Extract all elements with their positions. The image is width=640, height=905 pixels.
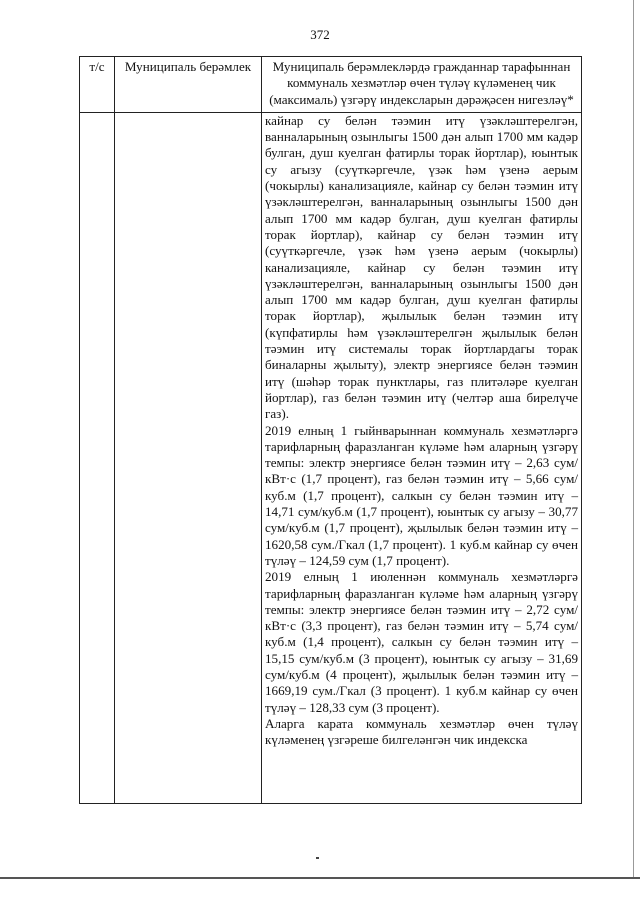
paragraph-tariffs-january: 2019 елның 1 гыйнварыннан коммуналь хезмәтләргә тарифларның фаразланган күләме һәм аларның үзгәрү темпы: электр энергиясе белән тәэмин итү – 2,63 сум/кВт·с (1,7 процент), газ белән тәэмин итү – 5,66 сум/куб.м (1,7 процент), салкын су белән тәэмин итү – 14,71 сум/куб.м (1,7 процент), юынтык су агызу – 30,77 сум/куб.м (1,7 процент), җылылык белән тәэмин итү – 1620,58 сум./Гкал (1,7 процент). 1 куб.м кайнар су өчен түләү – 124,59 сум (1,7 процент). <box>265 422 578 568</box>
municipal-index-table <box>79 56 582 804</box>
scan-speck <box>316 857 319 859</box>
cell-number <box>80 112 115 803</box>
paragraph-tariffs-july: 2019 елның 1 июленнән коммуналь хезмәтләргә тарифларның фаразланган күләме һәм аларның үзгәрү темпы: электр энергиясе белән тәэмин итү – 2,72 сум/кВт·с (3,3 процент), газ белән тәэмин итү – 5,74 сум/куб.м (1,4 процент), салкын су белән тәэмин итү – 15,15 сум/куб.м (3 процент), юынтык су агызу – 31,69 сум/куб.м (4 процент), җылылык белән тәэмин итү – 1669,19 сум./Гкал (3 процент). 1 куб.м кайнар су өчен түләү – 128,33 сум (3 процент). <box>265 569 578 715</box>
paragraph-index-continued: Аларга карата коммуналь хезмәтләр өчен түләү күләменең үзгәреше билгеләнгән чик индекска <box>265 715 578 748</box>
table-row <box>80 112 582 803</box>
cell-justification <box>262 112 582 803</box>
scan-bottom-edge <box>0 877 640 879</box>
header-municipality: Муниципаль берәмлек <box>115 57 262 113</box>
scan-right-edge <box>633 0 634 877</box>
paragraph-services-list: кайнар су белән тәэмин итү үзәкләштерелгән, ванналарының озынлыгы 1500 дән алып 1700 мм кадәр булган, душ куелган фатирлы торак йортлар), юынтык су агызу (суүткәргечле, үзәк һәм үзенә аерым (чокырлы) канализацияле, кайнар су белән тәэмин итү үзәкләштерелгән, ванналарының озынлыгы 1500 дән алып 1700 мм кадәр булган, душ куелган фатирлы торак йортлар), кайнар су белән тәэмин итү (суүткәргечле, үзәк һәм үзенә аерым (чокырлы) канализацияле, кайнар су белән тәэмин итү үзәкләштерелгән, ванналарының озынлыгы 1500 дән алып 1700 мм кадәр булган, душ куелган фатирлы торак йортлар), җылылык белән тәэмин итү (күпфатирлы һәм үзәкләштерелгән җылылык белән тәэмин итү системалы торак йортлардагы торак биналарны җылыту), электр энергиясе белән тәэмин итү (шәһәр торак пунктлары, газ плитәләре куелган йортлар), газ белән тәэмин итү (челтәр аша бирелүче газ). <box>265 112 578 422</box>
cell-municipality <box>115 112 262 803</box>
page-number: 372 <box>310 27 330 42</box>
header-number: т/с <box>80 57 115 113</box>
table-header-row <box>80 57 582 113</box>
header-justification: Муниципаль берәмлекләрдә гражданнар тарафыннан коммуналь хезмәтләр өчен түләү күләменең чик (максималь) үзгәрү индексларын дәрәҗәсен нигезләү* <box>262 57 582 113</box>
